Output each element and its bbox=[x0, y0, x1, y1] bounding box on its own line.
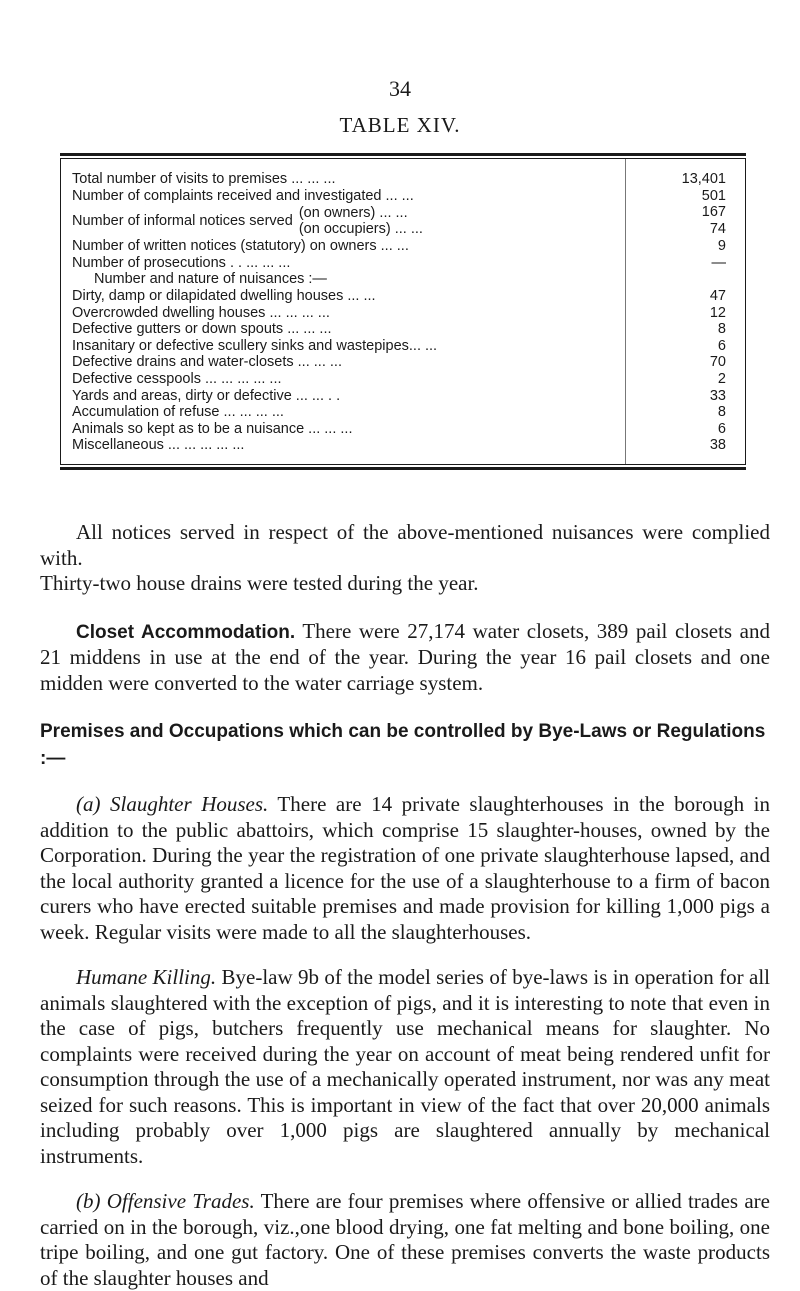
row-label: Accumulation of refuse ... ... ... ... bbox=[72, 404, 284, 421]
table-top-rule bbox=[60, 153, 746, 156]
row-label: Number and nature of nuisances :— bbox=[94, 271, 327, 288]
table-bottom-rule bbox=[60, 467, 746, 470]
table-row bbox=[60, 421, 746, 438]
offensive-body: There are four premises where offensive or allied trades are carried on in the borough, viz.,one blood drying, one fat melting and bone boiling, one tripe boiling, and one gut factory. One of these premises converts the waste products of the slaughter houses and bbox=[40, 1189, 770, 1290]
table-row bbox=[60, 305, 746, 322]
table-row bbox=[60, 171, 746, 188]
row-label: Defective cesspools ... ... ... ... ... bbox=[72, 370, 282, 387]
table-row bbox=[60, 271, 746, 288]
body-text bbox=[40, 520, 770, 1291]
row-value: 38 bbox=[709, 437, 726, 454]
row-value: 13,401 bbox=[681, 171, 726, 187]
humane-label: Humane Killing. bbox=[76, 965, 217, 989]
offensive-label: (b) Offensive Trades. bbox=[76, 1189, 255, 1213]
row-value-occupiers: 74 bbox=[709, 221, 726, 238]
table-row bbox=[60, 354, 746, 371]
row-value: 12 bbox=[709, 304, 726, 321]
nuisance-table bbox=[60, 153, 746, 470]
row-value-owners: 167 bbox=[701, 204, 726, 221]
row-value: 8 bbox=[717, 404, 726, 421]
row-label: Total number of visits to premises ... ... ... bbox=[72, 171, 336, 187]
row-value: 6 bbox=[717, 420, 726, 437]
slaughter-body: There are 14 private slaughterhouses in the borough in addition to the public abattoirs, which comprise 15 slaughter-houses, owned by the Corporation. During the year the registration of one private slaughterhouse lapsed, and the local authority granted a licence for the use of a slaughterhouse to a firm of bacon curers who have erected suitable premises and made provision for killing 1,000 pigs a week. Regular visits were made to all the slaughterhouses. bbox=[40, 792, 770, 944]
row-label: Defective gutters or down spouts ... ... ... bbox=[72, 321, 332, 338]
row-value: 2 bbox=[717, 370, 726, 387]
row-value: — bbox=[711, 254, 726, 271]
premises-heading: Premises and Occupations which can be controlled by Bye-Laws or Regulations :— bbox=[40, 721, 766, 769]
table-title: TABLE XIV. bbox=[339, 113, 461, 137]
row-label: Number of written notices (statutory) on owners ... ... bbox=[72, 238, 409, 255]
table-bottom-rule-thin bbox=[60, 464, 746, 465]
row-sublabels bbox=[299, 205, 423, 237]
humane-body: Bye-law 9b of the model series of bye-laws is in operation for all animals slaughtered with the exception of pigs, and it is interesting to note that even in the case of pigs, butchers frequently use mechanical means for slaughter. No complaints were received during the year on account of meat being rendered unfit for consumption through the use of a mechanically operated instrument, nor was any meat seized for such reasons. This is important in view of the fact that over 20,000 animals including probably over 1,000 pigs are slaughtered annually by mechanical instruments. bbox=[40, 965, 771, 1168]
paragraph-slaughter-houses bbox=[40, 792, 770, 945]
paragraph-humane-killing bbox=[40, 965, 770, 1169]
row-label: Dirty, damp or dilapidated dwelling houses ... ... bbox=[72, 287, 376, 304]
table-row bbox=[60, 371, 746, 388]
table-row bbox=[60, 288, 746, 305]
paragraph-notices: All notices served in respect of the above-mentioned nuisances were complied with. bbox=[40, 520, 770, 570]
row-value: 47 bbox=[709, 287, 726, 304]
page-number: 34 bbox=[389, 76, 411, 101]
row-value: 70 bbox=[709, 354, 726, 371]
row-label: Miscellaneous ... ... ... ... ... bbox=[72, 437, 245, 454]
row-label: Overcrowded dwelling houses ... ... ... ... bbox=[72, 304, 330, 321]
row-label: Insanitary or defective scullery sinks and wastepipes... ... bbox=[72, 337, 438, 354]
closet-body: There were 27,174 water closets, 389 pail closets and 21 middens in use at the end of the year. During the year 16 pail closets and one midden were converted to the water carriage system. bbox=[40, 618, 771, 695]
row-label: Number of prosecutions . . ... ... ... bbox=[72, 254, 291, 271]
row-values bbox=[625, 204, 734, 238]
table-body bbox=[60, 159, 746, 464]
row-label: Defective drains and water-closets ... ... ... bbox=[72, 354, 342, 371]
row-value: 9 bbox=[717, 238, 726, 255]
row-label: Number of complaints received and investigated ... ... bbox=[72, 187, 414, 204]
row-value: 6 bbox=[717, 337, 726, 354]
table-row bbox=[60, 437, 746, 454]
table-row bbox=[60, 388, 746, 405]
paragraph-closets bbox=[40, 619, 770, 697]
row-label: Animals so kept as to be a nuisance ... ... ... bbox=[72, 420, 353, 437]
row-value: 33 bbox=[709, 387, 726, 404]
slaughter-label: (a) Slaughter Houses. bbox=[76, 792, 269, 816]
table-row bbox=[60, 338, 746, 355]
column-separator bbox=[625, 159, 626, 464]
paragraph-offensive-trades bbox=[40, 1189, 770, 1291]
row-label-text: Number of informal notices served bbox=[72, 212, 293, 229]
row-value: 8 bbox=[717, 321, 726, 338]
row-sublabel-occupiers: (on occupiers) ... ... bbox=[298, 221, 423, 238]
table-row bbox=[60, 238, 746, 255]
row-sublabel-owners: (on owners) ... ... bbox=[298, 205, 408, 222]
row-label: Yards and areas, dirty or defective ... ... . . bbox=[72, 387, 341, 404]
table-row bbox=[60, 204, 746, 238]
table-row bbox=[60, 321, 746, 338]
table-row bbox=[60, 255, 746, 272]
table-row bbox=[60, 404, 746, 421]
table-row bbox=[60, 188, 746, 205]
row-label bbox=[60, 204, 625, 238]
row-value: 501 bbox=[701, 187, 726, 204]
closet-heading: Closet Accommodation. bbox=[76, 621, 296, 643]
paragraph-drains: Thirty-two house drains were tested during the year. bbox=[40, 571, 479, 595]
